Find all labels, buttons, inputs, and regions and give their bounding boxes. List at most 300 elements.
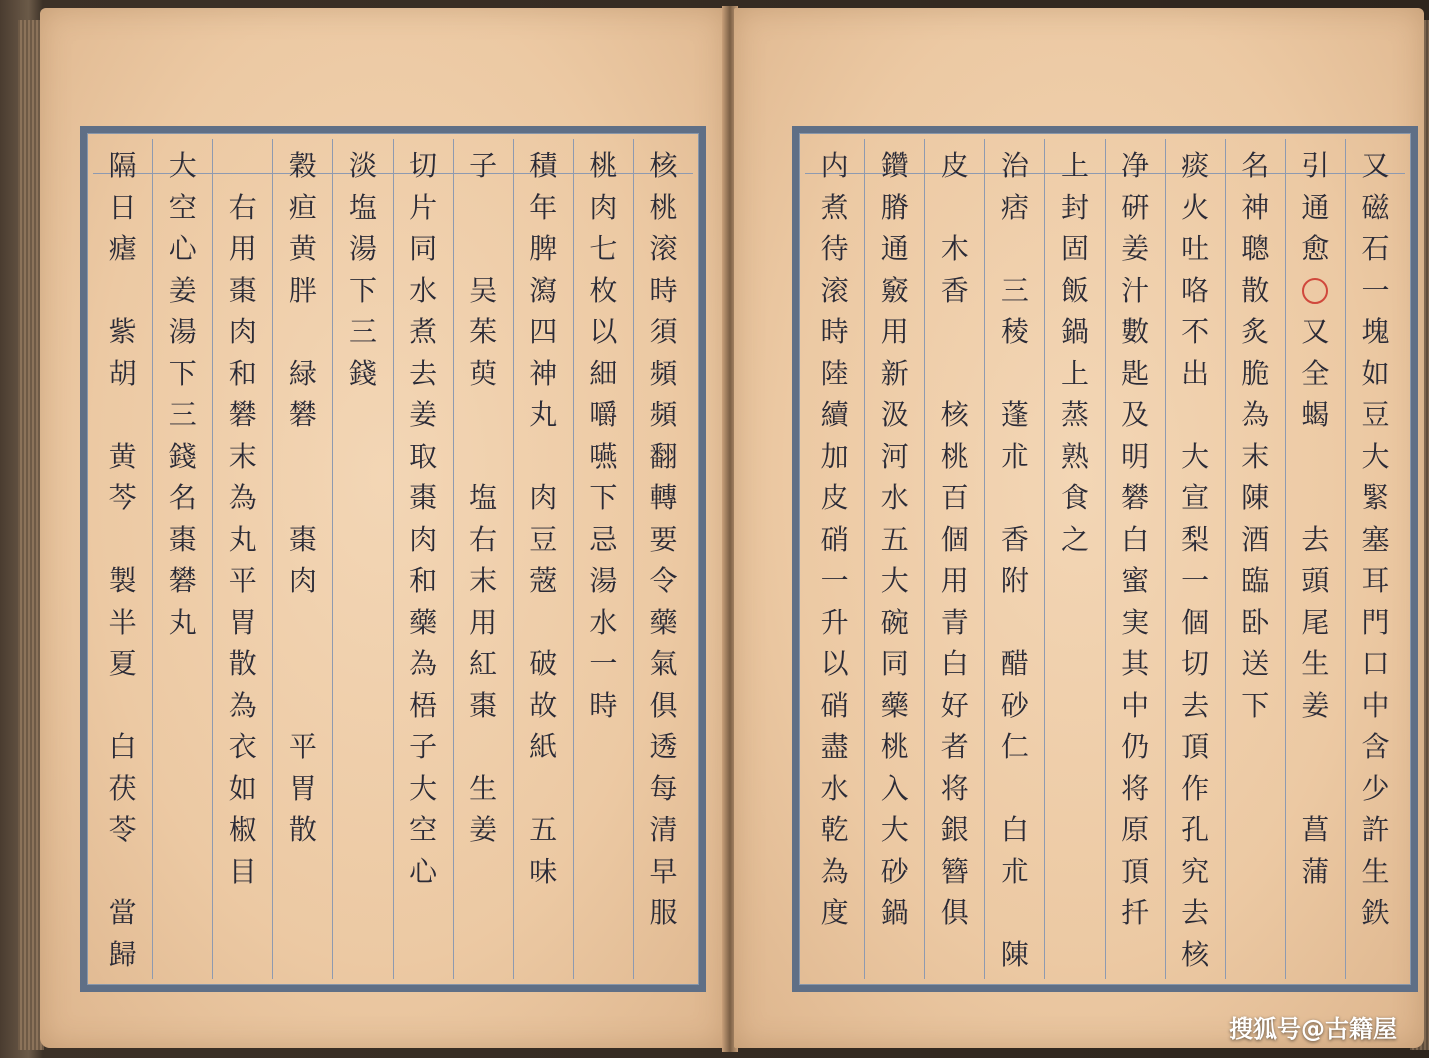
glyph: 胃 [288, 771, 317, 805]
glyph: 末 [469, 564, 498, 597]
glyph: 湯 [589, 564, 618, 597]
glyph: 出 [1181, 356, 1210, 390]
glyph: 切 [1181, 647, 1210, 680]
glyph: 緑 [288, 356, 317, 390]
glyph: 錢 [168, 439, 197, 473]
glyph: 大 [168, 149, 197, 182]
glyph: 藥 [649, 605, 678, 639]
glyph: 皮 [820, 481, 849, 514]
glyph: 隔 [108, 149, 137, 182]
glyph: 一 [589, 647, 618, 680]
glyph: 青 [940, 605, 969, 639]
right-text-grid [805, 139, 1405, 979]
glyph: 全 [1301, 356, 1330, 390]
glyph: 生 [1361, 854, 1390, 888]
glyph: 取 [409, 439, 438, 473]
glyph: 以 [820, 647, 849, 680]
left-column [332, 139, 392, 979]
left-column [513, 139, 573, 979]
glyph: 核 [1181, 937, 1210, 971]
glyph: 待 [820, 232, 849, 265]
right-column [1225, 139, 1285, 979]
glyph: 當 [108, 896, 137, 929]
glyph: 菖 [1301, 813, 1330, 846]
glyph: 者 [940, 730, 969, 763]
glyph: 一 [820, 564, 849, 597]
glyph: 鍋 [880, 896, 909, 929]
glyph: 滚 [649, 232, 678, 265]
glyph: 為 [820, 854, 849, 888]
glyph: 夏 [108, 647, 137, 680]
glyph: 神 [529, 356, 558, 390]
glyph: 生 [1301, 647, 1330, 680]
glyph: 附 [1000, 564, 1029, 597]
glyph: 翻 [649, 439, 678, 473]
glyph: 尾 [1301, 605, 1330, 639]
left-column [573, 139, 633, 979]
glyph: 丸 [228, 522, 257, 556]
glyph: 扦 [1121, 896, 1150, 929]
glyph: 同 [409, 232, 438, 265]
glyph: 白 [1121, 522, 1150, 556]
glyph: 汲 [880, 398, 909, 431]
glyph: 細 [589, 356, 618, 390]
right-column [805, 139, 864, 979]
glyph: 胃 [228, 605, 257, 639]
left-column [633, 139, 693, 979]
glyph: 好 [940, 688, 969, 722]
right-column [984, 139, 1044, 979]
glyph: 紫 [108, 315, 137, 348]
red-circle-mark-icon [1302, 278, 1328, 304]
glyph: 胖 [288, 273, 317, 307]
glyph: 痞 [1000, 190, 1029, 224]
glyph: 破 [529, 647, 558, 680]
glyph: 門 [1361, 605, 1390, 639]
glyph: 製 [108, 564, 137, 597]
left-column [272, 139, 332, 979]
glyph: 砂 [880, 854, 909, 888]
glyph: 砂 [1000, 688, 1029, 722]
glyph: 礬 [1121, 481, 1150, 514]
glyph: 用 [940, 564, 969, 597]
glyph: 乾 [820, 813, 849, 846]
glyph: 卧 [1241, 605, 1270, 639]
glyph: 末 [228, 439, 257, 473]
glyph: 用 [880, 315, 909, 348]
glyph: 不 [1181, 315, 1210, 348]
glyph: 姜 [168, 273, 197, 307]
glyph: 下 [1241, 688, 1270, 722]
glyph: 将 [1121, 771, 1150, 805]
glyph: 一 [1361, 273, 1390, 307]
glyph: 棗 [409, 481, 438, 514]
glyph: 俱 [940, 896, 969, 929]
glyph: 脆 [1241, 356, 1270, 390]
glyph: 礬 [228, 398, 257, 431]
glyph: 銀 [940, 813, 969, 846]
right-column [864, 139, 924, 979]
glyph: 原 [1121, 813, 1150, 846]
glyph: 臨 [1241, 564, 1270, 597]
glyph: 蜜 [1121, 564, 1150, 597]
glyph: 百 [940, 481, 969, 514]
glyph: 桃 [940, 439, 969, 473]
glyph: 稜 [1000, 315, 1029, 348]
glyph: 聰 [1241, 232, 1270, 265]
glyph: 明 [1121, 439, 1150, 473]
glyph: 少 [1361, 771, 1390, 805]
glyph: 許 [1361, 813, 1390, 846]
glyph: 上 [1060, 149, 1089, 182]
glyph: 平 [228, 564, 257, 597]
glyph: 胡 [108, 356, 137, 390]
glyph: 清 [649, 813, 678, 846]
glyph: 如 [228, 771, 257, 805]
glyph: 簪 [940, 854, 969, 888]
glyph: 蒲 [1301, 854, 1330, 888]
glyph: 痰 [1181, 149, 1210, 182]
glyph: 固 [1060, 232, 1089, 265]
glyph: 将 [940, 771, 969, 805]
glyph: 白 [108, 730, 137, 763]
glyph: 上 [1060, 356, 1089, 390]
glyph: 通 [880, 232, 909, 265]
glyph: 黄 [288, 232, 317, 265]
glyph: 神 [1241, 190, 1270, 224]
glyph: 醋 [1000, 647, 1029, 680]
glyph: 豆 [529, 522, 558, 556]
glyph: 桃 [880, 730, 909, 763]
glyph: 頂 [1181, 730, 1210, 763]
glyph: 梨 [1181, 522, 1210, 556]
glyph: 個 [1181, 605, 1210, 639]
glyph [1302, 270, 1328, 312]
glyph: 礬 [168, 564, 197, 597]
glyph: 塊 [1361, 315, 1390, 348]
left-frame [80, 126, 706, 992]
glyph: 礬 [288, 398, 317, 431]
glyph: 每 [649, 771, 678, 805]
glyph: 瘧 [108, 232, 137, 265]
glyph: 塩 [348, 190, 377, 224]
glyph: 茱 [469, 315, 498, 348]
glyph: 為 [228, 481, 257, 514]
glyph: 大 [409, 771, 438, 805]
glyph: 香 [1000, 522, 1029, 556]
glyph: 個 [940, 522, 969, 556]
glyph: 入 [880, 771, 909, 805]
glyph: 石 [1361, 232, 1390, 265]
glyph: 又 [1301, 315, 1330, 348]
glyph: 鍋 [1060, 315, 1089, 348]
glyph: 湯 [348, 232, 377, 265]
glyph: 酒 [1241, 522, 1270, 556]
glyph: 氣 [649, 647, 678, 680]
glyph: 新 [880, 356, 909, 390]
right-column [924, 139, 984, 979]
glyph: 年 [529, 190, 558, 224]
glyph: 滚 [820, 273, 849, 307]
glyph: 丸 [529, 398, 558, 431]
glyph: 空 [168, 190, 197, 224]
glyph: 姜 [1301, 688, 1330, 722]
glyph: 究 [1181, 854, 1210, 888]
left-column [453, 139, 513, 979]
glyph: 水 [589, 605, 618, 639]
glyph: 姜 [1121, 232, 1150, 265]
glyph: 蔲 [529, 564, 558, 597]
glyph: 七 [589, 232, 618, 265]
glyph: 時 [820, 315, 849, 348]
glyph: 用 [228, 232, 257, 265]
glyph: 口 [1361, 647, 1390, 680]
glyph: 豆 [1361, 398, 1390, 431]
glyph: 宣 [1181, 481, 1210, 514]
glyph: 要 [649, 522, 678, 556]
glyph: 如 [1361, 356, 1390, 390]
glyph: 加 [820, 439, 849, 473]
glyph: 嚼 [589, 398, 618, 431]
glyph: 仁 [1000, 730, 1029, 763]
glyph: 大 [880, 813, 909, 846]
glyph: 三 [1000, 273, 1029, 307]
right-page [734, 8, 1424, 1048]
glyph: 吐 [1181, 232, 1210, 265]
glyph: 續 [820, 398, 849, 431]
glyph: 盡 [820, 730, 849, 763]
glyph: 藥 [880, 688, 909, 722]
glyph: 為 [409, 647, 438, 680]
right-column [1044, 139, 1104, 979]
glyph: 硏 [1121, 190, 1150, 224]
glyph: 棗 [288, 522, 317, 556]
glyph: 空 [409, 813, 438, 846]
glyph: 日 [108, 190, 137, 224]
glyph: 平 [288, 730, 317, 763]
glyph: 陸 [820, 356, 849, 390]
glyph: 脾 [529, 232, 558, 265]
glyph: 切 [409, 149, 438, 182]
glyph: 水 [880, 481, 909, 514]
glyph: 嚥 [589, 439, 618, 473]
glyph: 核 [940, 398, 969, 431]
glyph: 目 [228, 854, 257, 888]
glyph: 片 [409, 190, 438, 224]
glyph: 度 [820, 896, 849, 929]
glyph: 味 [529, 854, 558, 888]
right-column [1165, 139, 1225, 979]
left-page [40, 8, 726, 1048]
glyph: 净 [1121, 149, 1150, 182]
glyph: 肉 [288, 564, 317, 597]
glyph: 為 [228, 688, 257, 722]
glyph: 五 [529, 813, 558, 846]
glyph: 煮 [409, 315, 438, 348]
glyph: 俱 [649, 688, 678, 722]
glyph: 治 [1000, 149, 1029, 182]
glyph: 一 [1181, 564, 1210, 597]
glyph: 湯 [168, 315, 197, 348]
right-column [1345, 139, 1405, 979]
glyph: 硝 [820, 688, 849, 722]
glyph: 半 [108, 605, 137, 639]
glyph: 須 [649, 315, 678, 348]
left-column [212, 139, 272, 979]
left-column [93, 139, 152, 979]
glyph: 中 [1361, 688, 1390, 722]
glyph: 生 [469, 771, 498, 805]
glyph: 服 [649, 896, 678, 929]
glyph: 引 [1301, 149, 1330, 182]
glyph: 衣 [228, 730, 257, 763]
glyph: 令 [649, 564, 678, 597]
glyph: 河 [880, 439, 909, 473]
glyph: 以 [589, 315, 618, 348]
glyph: 同 [880, 647, 909, 680]
glyph: 陳 [1241, 481, 1270, 514]
glyph: 含 [1361, 730, 1390, 763]
right-column [1285, 139, 1345, 979]
glyph: 飯 [1060, 273, 1089, 307]
glyph: 煮 [820, 190, 849, 224]
glyph: 名 [168, 481, 197, 514]
glyph: 轉 [649, 481, 678, 514]
glyph: 五 [880, 522, 909, 556]
glyph: 炙 [1241, 315, 1270, 348]
glyph: 下 [348, 273, 377, 307]
glyph: 肉 [589, 190, 618, 224]
glyph: 茯 [108, 771, 137, 805]
glyph: 朮 [1000, 439, 1029, 473]
glyph: 和 [409, 564, 438, 597]
glyph: 歸 [108, 937, 137, 971]
glyph: 送 [1241, 647, 1270, 680]
glyph: 萸 [469, 356, 498, 390]
glyph: 肉 [228, 315, 257, 348]
glyph: 碗 [880, 605, 909, 639]
glyph: 椒 [228, 813, 257, 846]
glyph: 肉 [409, 522, 438, 556]
glyph: 通 [1301, 190, 1330, 224]
glyph: 積 [529, 149, 558, 182]
glyph: 硝 [820, 522, 849, 556]
glyph: 磁 [1361, 190, 1390, 224]
glyph: 芩 [108, 481, 137, 514]
glyph: 三 [348, 315, 377, 348]
right-frame [792, 126, 1418, 992]
glyph: 姜 [469, 813, 498, 846]
glyph: 數 [1121, 315, 1150, 348]
right-column [1105, 139, 1165, 979]
glyph: 核 [649, 149, 678, 182]
glyph: 緊 [1361, 481, 1390, 514]
glyph: 頂 [1121, 854, 1150, 888]
glyph: 去 [1181, 896, 1210, 929]
glyph: 皮 [940, 149, 969, 182]
glyph: 塞 [1361, 522, 1390, 556]
glyph: 吴 [469, 273, 498, 307]
glyph: 子 [409, 730, 438, 763]
glyph: 下 [589, 481, 618, 514]
glyph: 心 [168, 232, 197, 265]
glyph: 姜 [409, 398, 438, 431]
glyph: 頭 [1301, 564, 1330, 597]
glyph: 升 [820, 605, 849, 639]
glyph: 苓 [108, 813, 137, 846]
glyph: 水 [820, 771, 849, 805]
glyph: 仍 [1121, 730, 1150, 763]
glyph: 匙 [1121, 356, 1150, 390]
glyph: 耳 [1361, 564, 1390, 597]
glyph: 蝎 [1301, 398, 1330, 431]
glyph: 透 [649, 730, 678, 763]
glyph: 時 [649, 273, 678, 307]
glyph: 名 [1241, 149, 1270, 182]
left-column [393, 139, 453, 979]
glyph: 大 [880, 564, 909, 597]
glyph: 去 [409, 356, 438, 390]
glyph: 蒸 [1060, 398, 1089, 431]
glyph: 鉄 [1361, 896, 1390, 929]
glyph: 棗 [168, 522, 197, 556]
glyph: 丸 [168, 605, 197, 639]
glyph: 塩 [469, 481, 498, 514]
glyph: 枚 [589, 273, 618, 307]
glyph: 食 [1060, 481, 1089, 514]
glyph: 竅 [880, 273, 909, 307]
glyph: 子 [469, 149, 498, 182]
glyph: 棗 [228, 273, 257, 307]
glyph: 鑽 [880, 149, 909, 182]
glyph: 其 [1121, 647, 1150, 680]
glyph: 大 [1181, 439, 1210, 473]
glyph: 右 [228, 190, 257, 224]
glyph: 陳 [1000, 937, 1029, 971]
glyph: 右 [469, 522, 498, 556]
glyph: 白 [940, 647, 969, 680]
glyph: 早 [649, 854, 678, 888]
glyph: 瀉 [529, 273, 558, 307]
left-column [152, 139, 212, 979]
glyph: 疸 [288, 190, 317, 224]
glyph: 下 [168, 356, 197, 390]
glyph: 咯 [1181, 273, 1210, 307]
glyph: 膌 [880, 190, 909, 224]
glyph: 去 [1181, 688, 1210, 722]
glyph: 散 [1241, 273, 1270, 307]
glyph: 去 [1301, 522, 1330, 556]
glyph: 実 [1121, 605, 1150, 639]
glyph: 梧 [409, 688, 438, 722]
glyph: 水 [409, 273, 438, 307]
glyph: 蓬 [1000, 398, 1029, 431]
glyph: 頻 [649, 356, 678, 390]
glyph: 末 [1241, 439, 1270, 473]
glyph: 散 [288, 813, 317, 846]
glyph: 桃 [589, 149, 618, 182]
glyph: 穀 [288, 149, 317, 182]
glyph: 火 [1181, 190, 1210, 224]
left-text-grid [93, 139, 693, 979]
glyph: 肉 [529, 481, 558, 514]
glyph: 又 [1361, 149, 1390, 182]
glyph: 愈 [1301, 232, 1330, 265]
glyph: 及 [1121, 398, 1150, 431]
glyph: 作 [1181, 771, 1210, 805]
glyph: 内 [820, 149, 849, 182]
glyph: 散 [228, 647, 257, 680]
